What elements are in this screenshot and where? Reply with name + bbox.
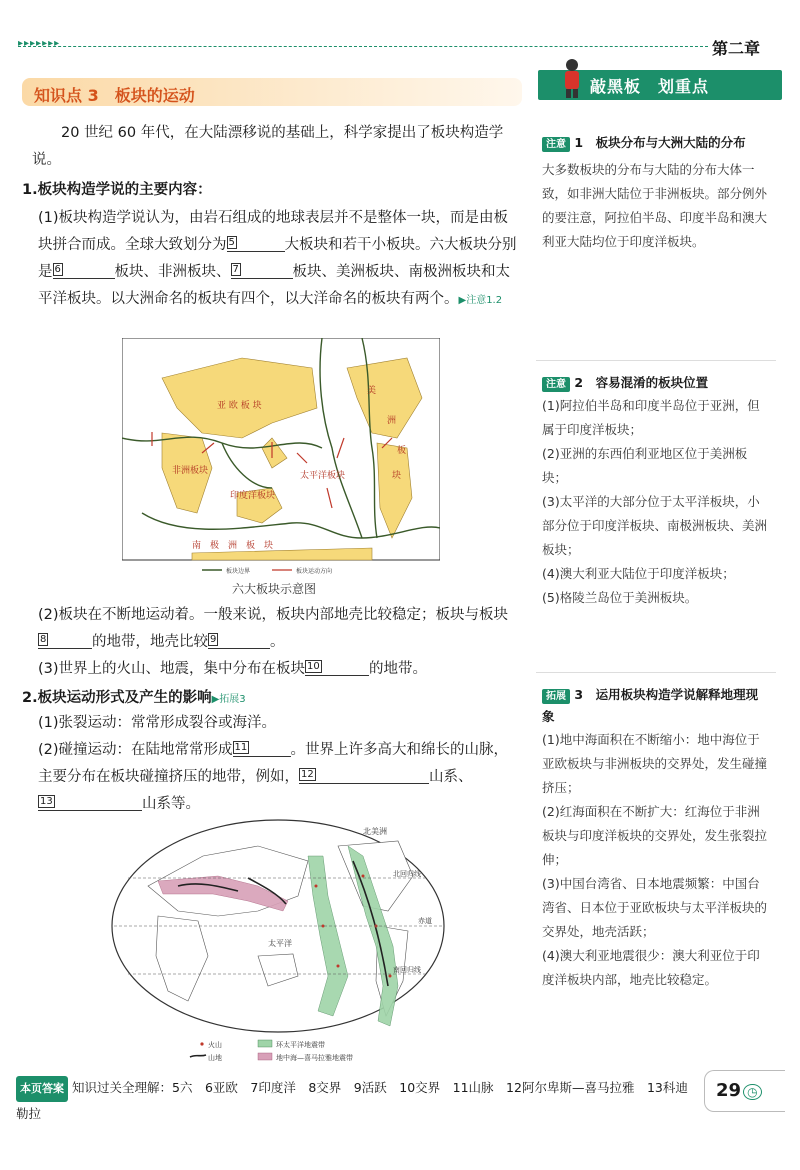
- blank-7[interactable]: 7: [231, 260, 293, 279]
- section1-para2: (2)板块在不断地运动着。一般来说，板块内部地壳比较稳定；板块与板块 8 的地带，地壳比较 9 。: [38, 607, 509, 650]
- svg-text:板: 板: [397, 446, 407, 456]
- section2-para2: (2)碰撞运动：在陆地常常形成 11 。世界上许多高大和绵长的山脉，主要分布在板块碰撞挤压的地带，例如， 12 山系、 13 山系等。: [38, 737, 522, 818]
- divider-2: [536, 672, 776, 673]
- note-1: 注意 1 板块分布与大洲大陆的分布 大多数板块的分布与大陆的分布大体一致，如非洲大陆位于非洲板块。部分例外的要注意，阿拉伯半岛、印度半岛和澳大利亚大陆均位于印度洋板块。: [542, 135, 768, 249]
- answer-bar: [16, 1076, 696, 1126]
- svg-text:太平洋板块: 太平洋板块: [300, 471, 346, 481]
- blank-11[interactable]: 11: [233, 738, 291, 757]
- svg-text:环太平洋地震带: 环太平洋地震带: [276, 1041, 325, 1049]
- section1-heading: 1.板块构造学说的主要内容：: [22, 182, 212, 198]
- blank-6[interactable]: 6: [53, 260, 115, 279]
- svg-text:南 极 洲 板 块: 南 极 洲 板 块: [192, 541, 274, 551]
- section2-heading: 2.板块运动形式及产生的影响▶拓展3: [22, 690, 246, 706]
- note-tag: 注意: [542, 137, 570, 152]
- blank-10[interactable]: 10: [305, 657, 369, 676]
- svg-text:非洲板块: 非洲板块: [172, 466, 209, 476]
- blank-13[interactable]: 13: [38, 792, 142, 811]
- header-line: [18, 46, 708, 47]
- page-number: 29 ◷: [716, 1080, 762, 1101]
- clock-icon: ◷: [743, 1084, 761, 1100]
- map1-caption: 六大板块示意图: [232, 582, 317, 596]
- blank-12[interactable]: 12: [299, 765, 429, 784]
- svg-text:南回归线: 南回归线: [393, 966, 421, 974]
- note-tag-ref: ▶注意1.2: [458, 295, 503, 306]
- teacher-icon: [562, 58, 582, 98]
- svg-text:亚 欧 板 块: 亚 欧 板 块: [217, 401, 262, 411]
- section1-para1: (1)板块构造学说认为，由岩石组成的地球表层并不是整体一块，而是由板块拼合而成。全球大致划分为 5 大板块和若干小板块。六大板块分别是 6 板块、非洲板块、 7 板块、美洲板块、南极洲板块和太平洋板块。以大洲命名的板块有四个，以大洋命名的板块有两个。▶注意1.2: [38, 210, 517, 307]
- svg-text:太平洋: 太平洋: [268, 939, 292, 948]
- note-2: 注意 2 容易混淆的板块位置 (1)阿拉伯半岛和印度半岛位于亚洲，但属于印度洋板块； (2)亚洲的东西伯利亚地区位于美洲板块； (3)太平洋的大部分位于太平洋板块，小部分位于印度洋板块、南极洲板块、美洲板块； (4)澳大利亚大陆位于印度洋板块； (5)格陵兰岛位于美洲板块。: [542, 375, 768, 605]
- svg-text:印度洋板块: 印度洋板块: [230, 491, 276, 501]
- svg-text:北美洲: 北美洲: [363, 827, 387, 836]
- intro-paragraph: 20 世纪 60 年代，在大陆漂移说的基础上，科学家提出了板块构造学说。: [32, 125, 504, 168]
- note-tag: 注意: [542, 377, 570, 392]
- six-plates-map: [122, 338, 440, 578]
- svg-text:块: 块: [392, 471, 402, 481]
- blank-8[interactable]: 8: [38, 630, 92, 649]
- svg-text:赤道: 赤道: [418, 917, 432, 925]
- chapter-label: 第二章: [712, 39, 761, 58]
- note-tag: 拓展: [542, 689, 570, 704]
- svg-text:板块运动方向: 板块运动方向: [296, 568, 333, 575]
- svg-text:板块边界: 板块边界: [226, 568, 251, 575]
- svg-text:山地: 山地: [208, 1054, 222, 1062]
- blank-9[interactable]: 9: [208, 630, 270, 649]
- svg-text:地中海—喜马拉雅地震带: 地中海—喜马拉雅地震带: [276, 1054, 353, 1062]
- blank-5[interactable]: 5: [227, 233, 285, 252]
- svg-text:火山: 火山: [208, 1041, 222, 1049]
- divider-1: [536, 360, 776, 361]
- section1-para3: (3)世界上的火山、地震，集中分布在板块 10 的地带。: [38, 656, 522, 683]
- answer-tag: 本页答案: [16, 1076, 68, 1102]
- header-decoration: ▸▸▸▸▸▸▸: [18, 38, 61, 49]
- seismic-belts-map: [108, 816, 448, 1070]
- svg-text:美: 美: [367, 386, 377, 396]
- note-3: 拓展 3 运用板块构造学说解释地理现象 (1)地中海面积在不断缩小：地中海位于亚欧板块与非洲板块的交界处，发生碰撞挤压； (2)红海面积在不断扩大：红海位于非洲板块与印度洋板块的交界处，发生张裂拉伸； (3)中国台湾省、日本地震频繁：中国台湾省、日本位于亚欧板块与太平洋板块的交界处，地壳活跃； (4)澳大利亚地震很少：澳大利亚位于印度洋板块内部，地壳比较稳定。: [542, 687, 768, 987]
- answer-text: 知识过关全理解：5六 6亚欧 7印度洋 8交界 9活跃 10交界 11山脉 12阿尔卑斯—喜马拉雅 13科迪勒拉: [16, 1080, 688, 1121]
- svg-text:北回归线: 北回归线: [393, 870, 421, 878]
- side-panel-title: 敲黑板 划重点: [590, 77, 710, 96]
- section2-para1: (1)张裂运动：常常形成裂谷或海洋。: [38, 715, 277, 731]
- knowledge-point-title: 知识点 3 板块的运动: [34, 86, 195, 105]
- svg-text:洲: 洲: [387, 416, 397, 426]
